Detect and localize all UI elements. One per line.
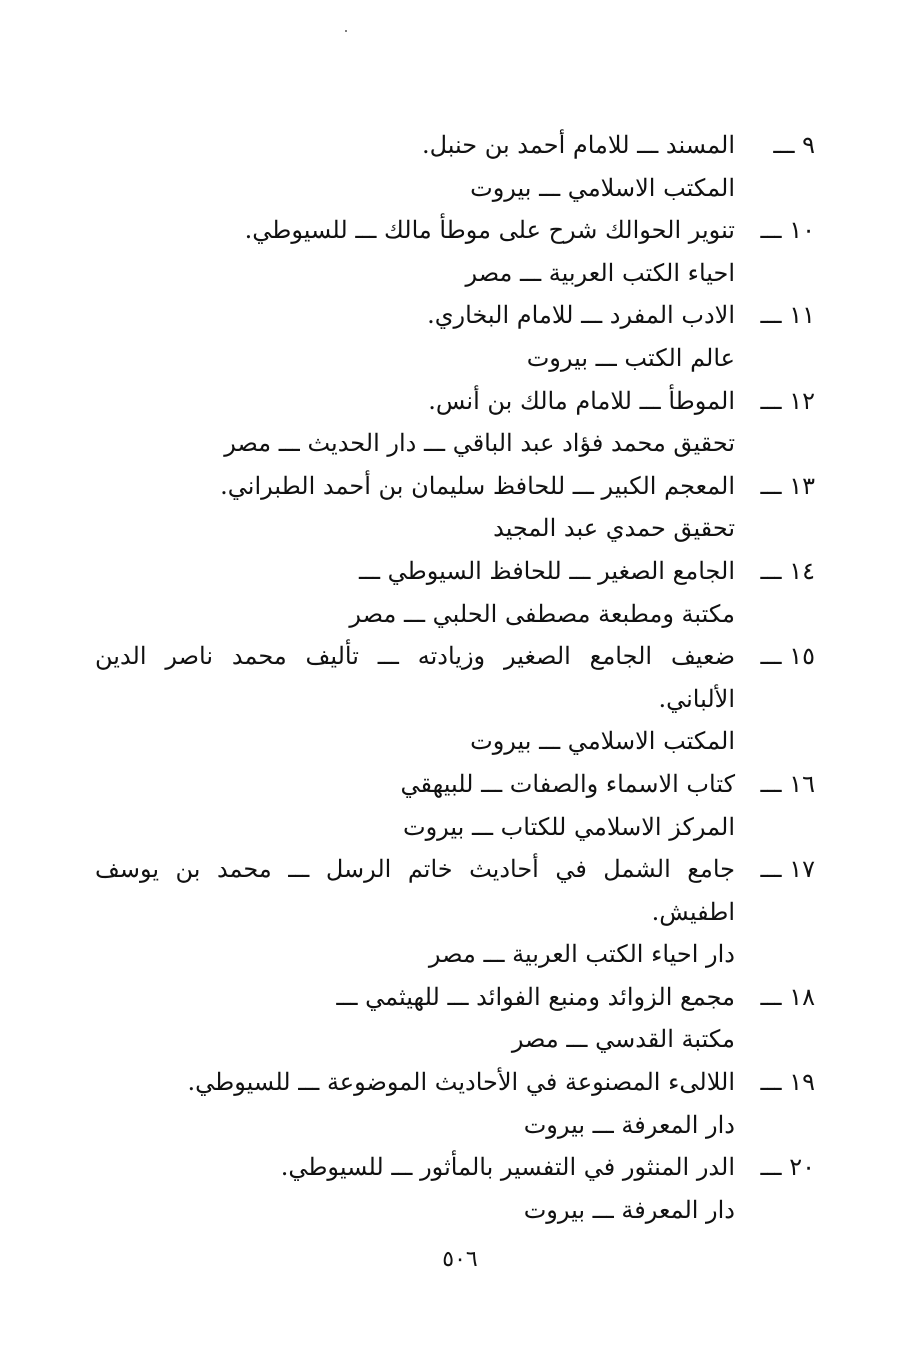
reference-title: اللالىء المصنوعة في الأحاديث الموضوعة ـــ للسيوطي. [187, 1068, 735, 1097]
reference-title: مجمع الزوائد ومنبع الفوائد ـــ للهيثمي ـــ [336, 982, 735, 1011]
reference-title: المعجم الكبير ـــ للحافظ سليمان بن أحمد الطبراني. [220, 471, 735, 500]
reference-publisher: احياء الكتب العربية ـــ مصر [465, 258, 735, 287]
reference-publisher: المركز الاسلامي للكتاب ـــ بيروت [402, 812, 735, 841]
reference-number: ١١ ـــ [760, 301, 815, 330]
reference-number: ٢٠ ـــ [760, 1153, 815, 1182]
reference-entry [95, 635, 815, 763]
reference-publisher: مكتبة ومطبعة مصطفى الحلبي ـــ مصر [349, 599, 735, 628]
reference-title: الادب المفرد ـــ للامام البخاري. [427, 301, 735, 330]
reference-title: جامع الشمل في أحاديث خاتم الرسل ـــ محمد بن يوسف [95, 855, 735, 884]
reference-entry [105, 380, 815, 465]
reference-publisher: تحقيق محمد فؤاد عبد الباقي ـــ دار الحديث ـــ مصر [224, 429, 735, 458]
reference-entry [105, 1061, 815, 1146]
reference-publisher: دار المعرفة ـــ بيروت [523, 1195, 735, 1224]
reference-entry [105, 763, 815, 848]
scan-speck [345, 30, 347, 32]
reference-title: الجامع الصغير ـــ للحافظ السيوطي ـــ [358, 556, 735, 585]
reference-number: ١٠ ـــ [760, 216, 815, 245]
reference-entry [105, 209, 815, 294]
reference-number: ١٢ ـــ [760, 386, 815, 415]
reference-title-continued: الألباني. [658, 684, 735, 713]
page-number: ٥٠٦ [442, 1247, 478, 1272]
reference-number: ١٣ ـــ [760, 471, 815, 500]
reference-title: الدر المنثور في التفسير بالمأثور ـــ للسيوطي. [280, 1153, 735, 1182]
reference-entry [105, 550, 815, 635]
reference-title: الموطأ ـــ للامام مالك بن أنس. [428, 386, 735, 415]
reference-title: تنوير الحوالك شرح على موطأ مالك ـــ للسيوطي. [244, 216, 735, 245]
reference-title: ضعيف الجامع الصغير وزيادته ـــ تأليف محمد ناصر الدين [95, 642, 735, 671]
reference-number: ١٧ ـــ [760, 855, 815, 884]
reference-number: ١٨ ـــ [760, 982, 815, 1011]
reference-publisher: دار المعرفة ـــ بيروت [523, 1110, 735, 1139]
reference-publisher: دار احياء الكتب العربية ـــ مصر [428, 940, 735, 969]
reference-number: ١٩ ـــ [760, 1068, 815, 1097]
references-list [95, 124, 815, 1231]
reference-entry [95, 848, 815, 976]
reference-number: ١٦ ـــ [760, 769, 815, 798]
reference-publisher: مكتبة القدسي ـــ مصر [511, 1025, 735, 1054]
reference-title: كتاب الاسماء والصفات ـــ للبيهقي [400, 769, 735, 798]
reference-number: ٩ ـــ [773, 131, 815, 159]
reference-entry [105, 1146, 815, 1231]
reference-entry [105, 294, 815, 379]
reference-entry [105, 465, 815, 550]
reference-number: ١٤ ـــ [760, 556, 815, 585]
reference-number: ١٥ ـــ [760, 642, 815, 671]
reference-title: المسند ـــ للامام أحمد بن حنبل. [421, 131, 735, 159]
reference-entry [105, 124, 815, 209]
reference-publisher: المكتب الاسلامي ـــ بيروت [470, 727, 735, 756]
reference-publisher: المكتب الاسلامي ـــ بيروت [470, 173, 735, 202]
reference-entry [105, 976, 815, 1061]
reference-publisher: تحقيق حمدي عبد المجيد [493, 514, 735, 543]
reference-title-continued: اطفيش. [651, 897, 735, 926]
reference-publisher: عالم الكتب ـــ بيروت [526, 343, 735, 372]
